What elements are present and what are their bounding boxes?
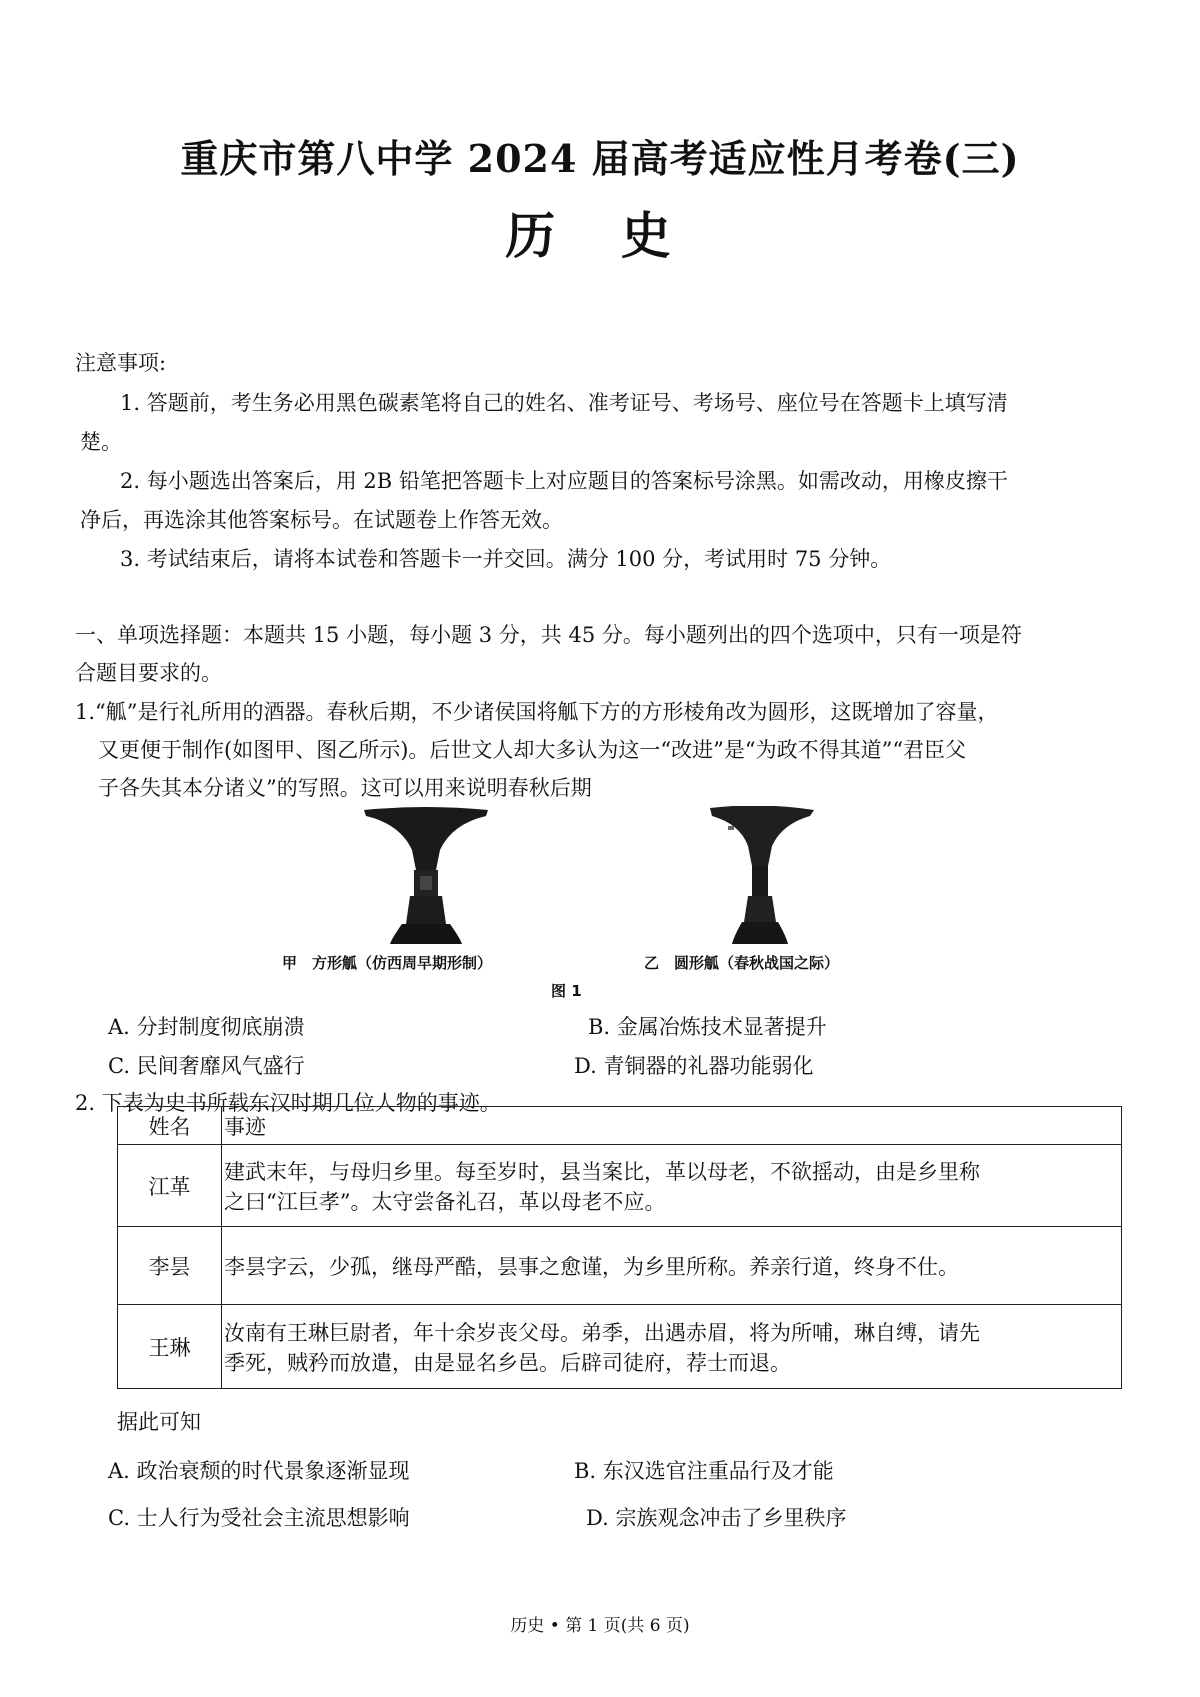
table-header-deeds: 事迹 <box>222 1107 1122 1145</box>
page-footer: 历史 • 第 1 页(共 6 页) <box>510 1616 690 1636</box>
notice-item-2: 2. 每小题选出答案后，用 2B 铅笔把答题卡上对应题目的答案标号涂黑。如需改动，用橡皮擦干 <box>120 469 1008 493</box>
question-2-option-b[interactable]: B. 东汉选官注重品行及才能 <box>574 1459 834 1483</box>
notice-item-1-cont: 楚。 <box>80 430 122 454</box>
section-heading-cont: 合题目要求的。 <box>75 661 222 685</box>
notice-heading: 注意事项: <box>75 351 167 375</box>
question-2-option-a[interactable]: A. 政治衰颓的时代景象逐渐显现 <box>108 1459 410 1483</box>
question-1-stem-cont2: 子各失其本分诸义”的写照。这可以用来说明春秋后期 <box>98 776 592 800</box>
person-deeds <box>222 1227 1122 1305</box>
notice-item-3: 3. 考试结束后，请将本试卷和答题卡一并交回。满分 100 分，考试用时 75 分钟。 <box>120 547 892 571</box>
question-1-option-c[interactable]: C. 民间奢靡风气盛行 <box>108 1054 305 1078</box>
question-2-option-c[interactable]: C. 士人行为受社会主流思想影响 <box>108 1506 410 1530</box>
exam-title: 重庆市第八中学 2024 届高考适应性月考卷(三) <box>180 136 1020 181</box>
notice-item-1: 1. 答题前，考生务必用黑色碳素笔将自己的姓名、准考证号、考场号、座位号在答题卡上填写清 <box>120 391 1008 415</box>
table-header-name: 姓名 <box>118 1107 222 1145</box>
person-deeds-line: 汝南有王琳巨尉者，年十余岁丧父母。弟季，出遇赤眉，将为所哺，琳自缚，请先 <box>224 1320 980 1345</box>
table-row <box>118 1227 1122 1305</box>
notice-item-2-cont: 净后，再选涂其他答案标号。在试题卷上作答无效。 <box>80 508 563 532</box>
question-1-stem-cont: 又更便于制作(如图甲、图乙所示)。后世文人却大多认为这一“改进”是“为政不得其道”“君臣父 <box>98 738 967 762</box>
question-1-option-b[interactable]: B. 金属冶炼技术显著提升 <box>588 1015 827 1039</box>
person-name: 王琳 <box>118 1305 222 1389</box>
question-2-stem: 2. 下表为史书所载东汉时期几位人物的事迹。 <box>75 1091 501 1115</box>
person-deeds <box>222 1305 1122 1389</box>
question-2-option-d[interactable]: D. 宗族观念冲击了乡里秩序 <box>586 1506 847 1530</box>
figure-caption-a: 甲 方形觚（仿西周早期形制） <box>282 954 493 972</box>
subject-title: 历 史 <box>505 206 695 265</box>
section-heading: 一、单项选择题：本题共 15 小题，每小题 3 分，共 45 分。每小题列出的四个选项中，只有一项是符 <box>75 623 1022 647</box>
figure-caption-b: 乙 圆形觚（春秋战国之际） <box>644 954 840 972</box>
table-header-row <box>118 1107 1122 1145</box>
square-gu-vessel-image <box>362 806 490 946</box>
person-deeds-line: 季死，贼矜而放遣，由是显名乡邑。后辟司徒府，荐士而退。 <box>224 1350 791 1375</box>
person-name: 李昙 <box>118 1227 222 1305</box>
figure-label: 图 1 <box>551 982 582 1000</box>
question-2-conclusion: 据此可知 <box>117 1410 201 1434</box>
table-row <box>118 1305 1122 1389</box>
question-1-option-a[interactable]: A. 分封制度彻底崩溃 <box>108 1015 305 1039</box>
person-deeds-line: 建武末年，与母归乡里。每至岁时，县当案比，革以母老，不欲摇动，由是乡里称 <box>224 1159 980 1184</box>
events-table <box>117 1106 1122 1389</box>
round-gu-vessel-image <box>706 806 816 946</box>
table-row <box>118 1145 1122 1227</box>
person-name: 江革 <box>118 1145 222 1227</box>
person-deeds <box>222 1145 1122 1227</box>
question-1-option-d[interactable]: D. 青铜器的礼器功能弱化 <box>574 1054 814 1078</box>
person-deeds-line: 之曰“江巨孝”。太守尝备礼召，革以母老不应。 <box>224 1189 666 1214</box>
question-1-stem: 1.“觚”是行礼所用的酒器。春秋后期，不少诸侯国将觚下方的方形棱角改为圆形，这既增加了容量， <box>75 700 999 724</box>
person-deeds-line: 李昙字云，少孤，继母严酷，昙事之愈谨，为乡里所称。养亲行道，终身不仕。 <box>224 1254 959 1279</box>
